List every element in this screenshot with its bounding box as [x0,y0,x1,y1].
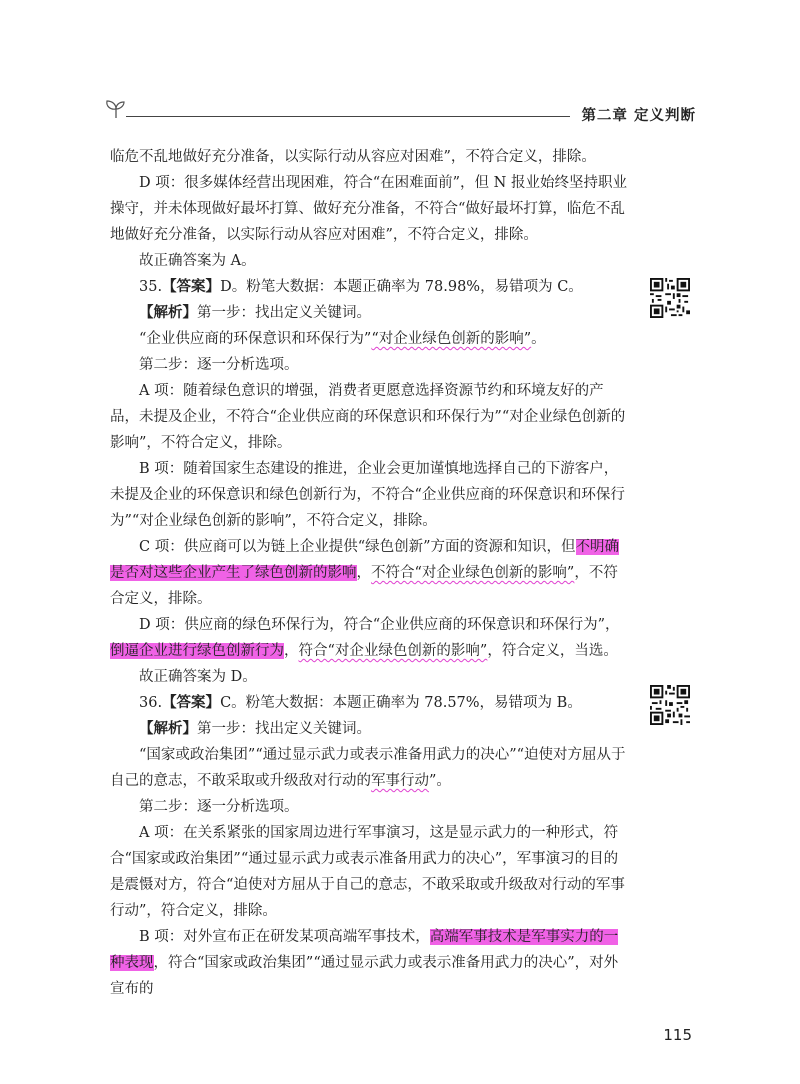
qr-code-icon[interactable] [650,278,690,318]
analysis-label: 【解析】 [139,304,197,321]
q36-step2: 第二步：逐一分析选项。 [139,799,299,815]
chapter-title: 第二章 定义判断 [581,108,696,124]
q36-answer-text: C。粉笔大数据：本题正确率为 78.57%，易错项为 B。 [220,695,582,711]
q35-step2: 第二步：逐一分析选项。 [139,357,299,373]
q35-number: 35. [139,279,163,295]
q35-option-d: D 项：供应商的绿色环保行为，符合“企业供应商的环保意识和环保行为”，倒逼企业进行绿色创新行为，符合“对企业绿色创新的影响”，符合定义，当选。 [110,617,620,659]
q35-final-answer: 故正确答案为 D。 [139,669,257,685]
answer-label: 【答案】 [162,694,221,711]
wavy-underline: “对企业绿色创新的影响” [371,331,532,347]
q35-analysis-line [110,300,630,326]
q35-option-b: B 项：随着国家生态建设的推进，企业会更加谨慎地选择自己的下游客户，未提及企业的环保意识和绿色创新行为，不符合“企业供应商的环保意识和环保行为”“对企业绿色创新的影响”，不符合定义，排除。 [110,461,625,529]
highlight: 倒逼企业进行绿色创新行为 [110,643,284,659]
answer-label: 【答案】 [162,278,221,295]
q36-number: 36. [139,695,163,711]
wavy-underline: 符合“对企业绿色创新的影响” [298,643,488,659]
qr-code-icon[interactable] [650,685,690,725]
highlight: 不明确是否对这些企业产生了绿色创新的影响 [110,539,620,581]
paragraph-answer-previous: 故正确答案为 A。 [139,253,256,269]
q36-analysis-line [110,716,630,742]
q36-analysis-text: 第一步：找出定义关键词。 [197,721,371,737]
sprout-icon [104,100,128,120]
q35-option-c: C 项：供应商可以为链上企业提供“绿色创新”方面的资源和知识，但不明确是否对这些企业产生了绿色创新的影响，不符合“对企业绿色创新的影响”，不符合定义，排除。 [110,539,620,607]
header-rule [126,116,570,117]
page-header [104,96,696,126]
q35-answer-line [110,274,630,300]
q36-answer-line [110,690,630,716]
q36-option-b: B 项：对外宣布正在研发某项高端军事技术，高端军事技术是军事实力的一种表现，符合“国家或政治集团”“通过显示武力或表示准备用武力的决心”，对外宣布的 [110,929,619,997]
q35-option-a: A 项：随着绿色意识的增强，消费者更愿意选择资源节约和环境友好的产品，未提及企业，不符合“企业供应商的环保意识和环保行为”“对企业绿色创新的影响”，不符合定义，排除。 [110,383,626,451]
paragraph-option-d-previous: D 项：很多媒体经营出现困难，符合“在困难面前”，但 N 报业始终坚持职业操守，并未体现做好最坏打算、做好充分准备，不符合“做好最坏打算，临危不乱地做好充分准备，以实际行动从容应对困难”，不符合定义，排除。 [110,175,627,243]
q36-option-a: A 项：在关系紧张的国家周边进行军事演习，这是显示武力的一种形式，符合“国家或政治集团”“通过显示武力或表示准备用武力的决心”，军事演习的目的是震慑对方，符合“迫使对方屈从于自己的意志，不敢采取或升级敌对行动的军事行动”，符合定义，排除。 [110,825,625,919]
wavy-underline: 不符合“对企业绿色创新的影响” [371,565,575,581]
q36-keywords: “国家或政治集团”“通过显示武力或表示准备用武力的决心”“迫使对方屈从于自己的意志，不敢采取或升级敌对行动的军事行动”。 [110,747,626,789]
page-number: 115 [663,1026,692,1044]
q35-answer-text: D。粉笔大数据：本题正确率为 78.98%，易错项为 C。 [220,279,583,295]
wavy-underline: 军事行动 [371,773,429,789]
highlight: 高端军事技术是军事实力的一种表现 [110,929,619,971]
analysis-label: 【解析】 [139,720,197,737]
paragraph: 临危不乱地做好充分准备，以实际行动从容应对困难”，不符合定义，排除。 [110,149,596,165]
answer-explanation-body [110,144,630,1002]
q35-keywords: “企业供应商的环保意识和环保行为”“对企业绿色创新的影响”。 [139,331,546,347]
q35-analysis-text: 第一步：找出定义关键词。 [197,305,371,321]
